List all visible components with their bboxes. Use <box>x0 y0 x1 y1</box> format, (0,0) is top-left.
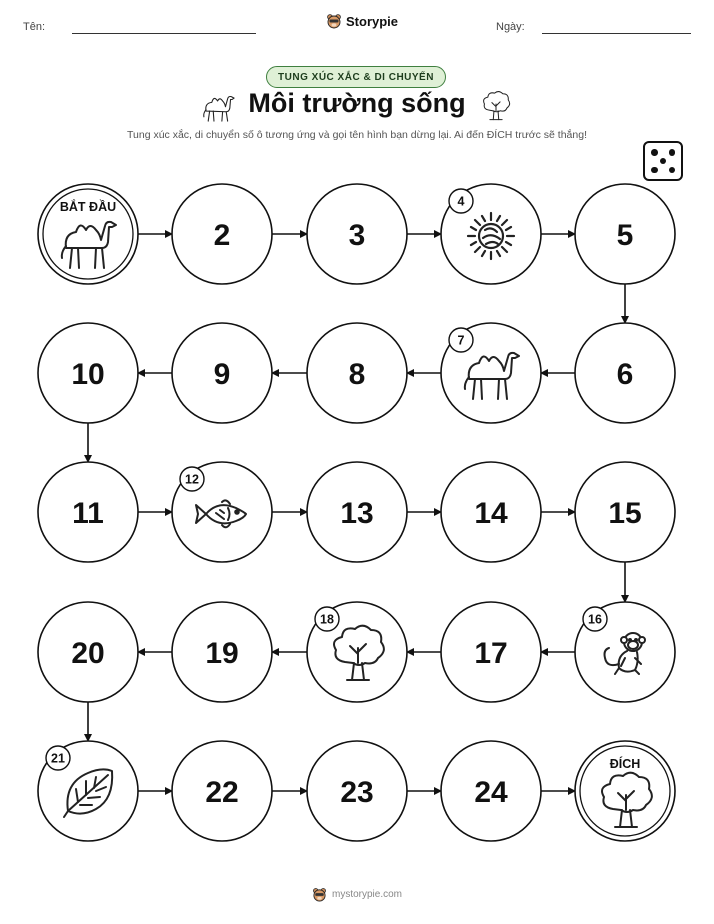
cell-number: 3 <box>348 219 366 252</box>
board-cell-23[interactable] <box>307 741 407 841</box>
cell-number: 20 <box>71 637 105 670</box>
board-cell-16[interactable] <box>575 602 675 702</box>
cell-number-badge: 7 <box>457 333 465 348</box>
cell-number: 22 <box>205 776 239 809</box>
cell-number-badge: 16 <box>588 612 602 627</box>
board-cell-22[interactable] <box>172 741 272 841</box>
board-cell-15[interactable] <box>575 462 675 562</box>
cell-number-badge: 18 <box>320 612 334 627</box>
sun-icon <box>468 213 514 259</box>
cell-number: 11 <box>72 497 104 530</box>
footer <box>0 887 714 902</box>
page-title: Môi trường sống <box>248 88 466 118</box>
board-cell-17[interactable] <box>441 602 541 702</box>
start-label: BẮT ĐẦU <box>59 200 117 214</box>
cell-number: 17 <box>474 637 508 670</box>
instructions: Tung xúc xắc, di chuyển số ô tương ứng và gọi tên hình bạn dừng lại. Ai đến ĐÍCH trước sẽ thắng! <box>126 129 587 141</box>
cell-number: 10 <box>71 358 105 391</box>
board-cell-2[interactable] <box>172 184 272 284</box>
board-cell-24[interactable] <box>441 741 541 841</box>
name-label: Tên: <box>23 21 46 33</box>
board-cell-6[interactable] <box>575 323 675 423</box>
board-cell-13[interactable] <box>307 462 407 562</box>
board-cell-3[interactable] <box>307 184 407 284</box>
cell-number-badge: 12 <box>185 472 199 487</box>
cell-number: 5 <box>616 219 634 252</box>
cell-number: 8 <box>348 358 366 391</box>
board-cell-9[interactable] <box>172 323 272 423</box>
cell-number: 15 <box>608 497 642 530</box>
cell-number: 19 <box>205 637 239 670</box>
board-cell-25[interactable] <box>575 741 675 841</box>
board-cell-8[interactable] <box>307 323 407 423</box>
board-cell-20[interactable] <box>38 602 138 702</box>
cell-number: 2 <box>213 219 231 252</box>
game-type-badge: TUNG XÚC XẮC & DI CHUYỂN <box>266 66 446 88</box>
brand-name: Storypie <box>346 13 399 29</box>
board-cell-19[interactable] <box>172 602 272 702</box>
board-cell-7[interactable] <box>441 323 541 423</box>
cell-number: 13 <box>340 497 374 530</box>
board-cell-11[interactable] <box>38 462 138 562</box>
cell-number: 24 <box>474 776 508 809</box>
date-label: Ngày: <box>496 21 525 33</box>
cell-number: 14 <box>474 497 508 530</box>
board-cell-5[interactable] <box>575 184 675 284</box>
cell-number-badge: 21 <box>51 751 65 766</box>
cell-number: 6 <box>616 358 634 391</box>
board-cell-18[interactable] <box>307 602 407 702</box>
cell-number-badge: 4 <box>457 194 465 209</box>
cell-number: 23 <box>340 776 374 809</box>
board-cell-14[interactable] <box>441 462 541 562</box>
bear-icon <box>312 887 327 902</box>
board-cell-21[interactable] <box>38 741 138 841</box>
board-cell-12[interactable] <box>172 462 272 562</box>
board-cell-10[interactable] <box>38 323 138 423</box>
cell-number: 9 <box>213 358 231 391</box>
board-cell-4[interactable] <box>441 184 541 284</box>
board-cell-1[interactable] <box>38 184 138 284</box>
finish-label: ĐÍCH <box>609 757 641 771</box>
footer-url[interactable]: mystorypie.com <box>331 889 402 900</box>
